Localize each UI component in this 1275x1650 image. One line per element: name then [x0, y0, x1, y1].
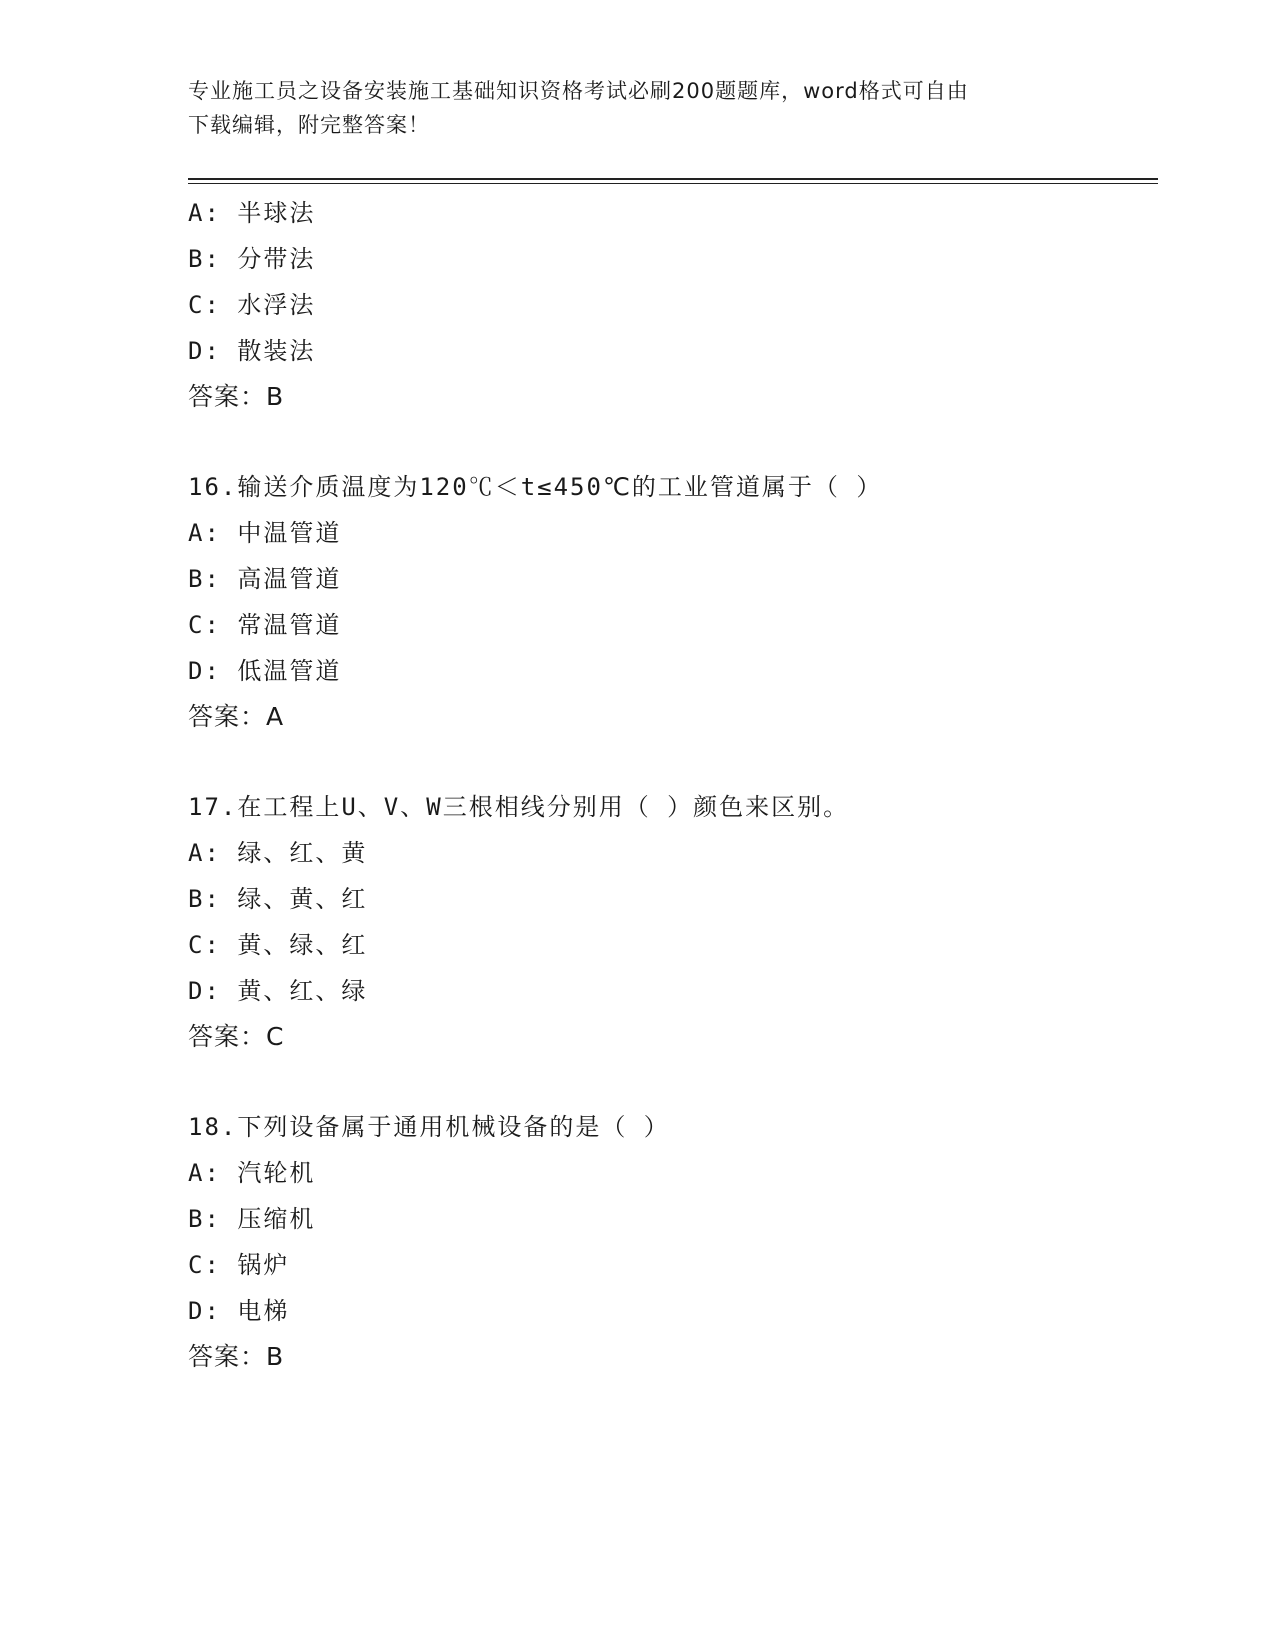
option-b: B: 高温管道 — [188, 565, 342, 593]
option-a: A: 半球法 — [188, 199, 316, 227]
question-18 — [188, 1104, 1158, 1380]
header-line-1: 专业施工员之设备安装施工基础知识资格考试必刷200题题库，word格式可自由 — [188, 79, 969, 103]
header-divider-thick — [188, 178, 1158, 180]
answer-line: 答案：A — [188, 702, 285, 731]
option-d: D: 散装法 — [188, 337, 316, 365]
answer-line: 答案：C — [188, 1022, 285, 1051]
question-stem: 16.输送介质温度为120℃＜t≤450℃的工业管道属于（ ） — [188, 473, 883, 501]
answer-line: 答案：B — [188, 382, 285, 411]
question-15-continued — [188, 190, 1158, 420]
document-header — [188, 74, 1088, 142]
option-a: A: 绿、红、黄 — [188, 839, 368, 867]
option-d: D: 电梯 — [188, 1297, 290, 1325]
option-c: C: 常温管道 — [188, 611, 342, 639]
question-16 — [188, 464, 1158, 740]
option-c: C: 黄、绿、红 — [188, 931, 368, 959]
question-stem: 17.在工程上U、V、W三根相线分别用（ ）颜色来区别。 — [188, 793, 850, 821]
question-list — [188, 190, 1158, 1380]
question-stem: 18.下列设备属于通用机械设备的是（ ） — [188, 1113, 670, 1141]
option-b: B: 分带法 — [188, 245, 316, 273]
header-line-2: 下载编辑，附完整答案！ — [188, 113, 430, 137]
option-b: B: 压缩机 — [188, 1205, 316, 1233]
option-c: C: 水浮法 — [188, 291, 316, 319]
header-divider-thin — [188, 183, 1158, 184]
option-d: D: 黄、红、绿 — [188, 977, 368, 1005]
option-b: B: 绿、黄、红 — [188, 885, 368, 913]
option-d: D: 低温管道 — [188, 657, 342, 685]
option-a: A: 中温管道 — [188, 519, 342, 547]
question-17 — [188, 784, 1158, 1060]
option-a: A: 汽轮机 — [188, 1159, 316, 1187]
answer-line: 答案：B — [188, 1342, 285, 1371]
option-c: C: 锅炉 — [188, 1251, 290, 1279]
